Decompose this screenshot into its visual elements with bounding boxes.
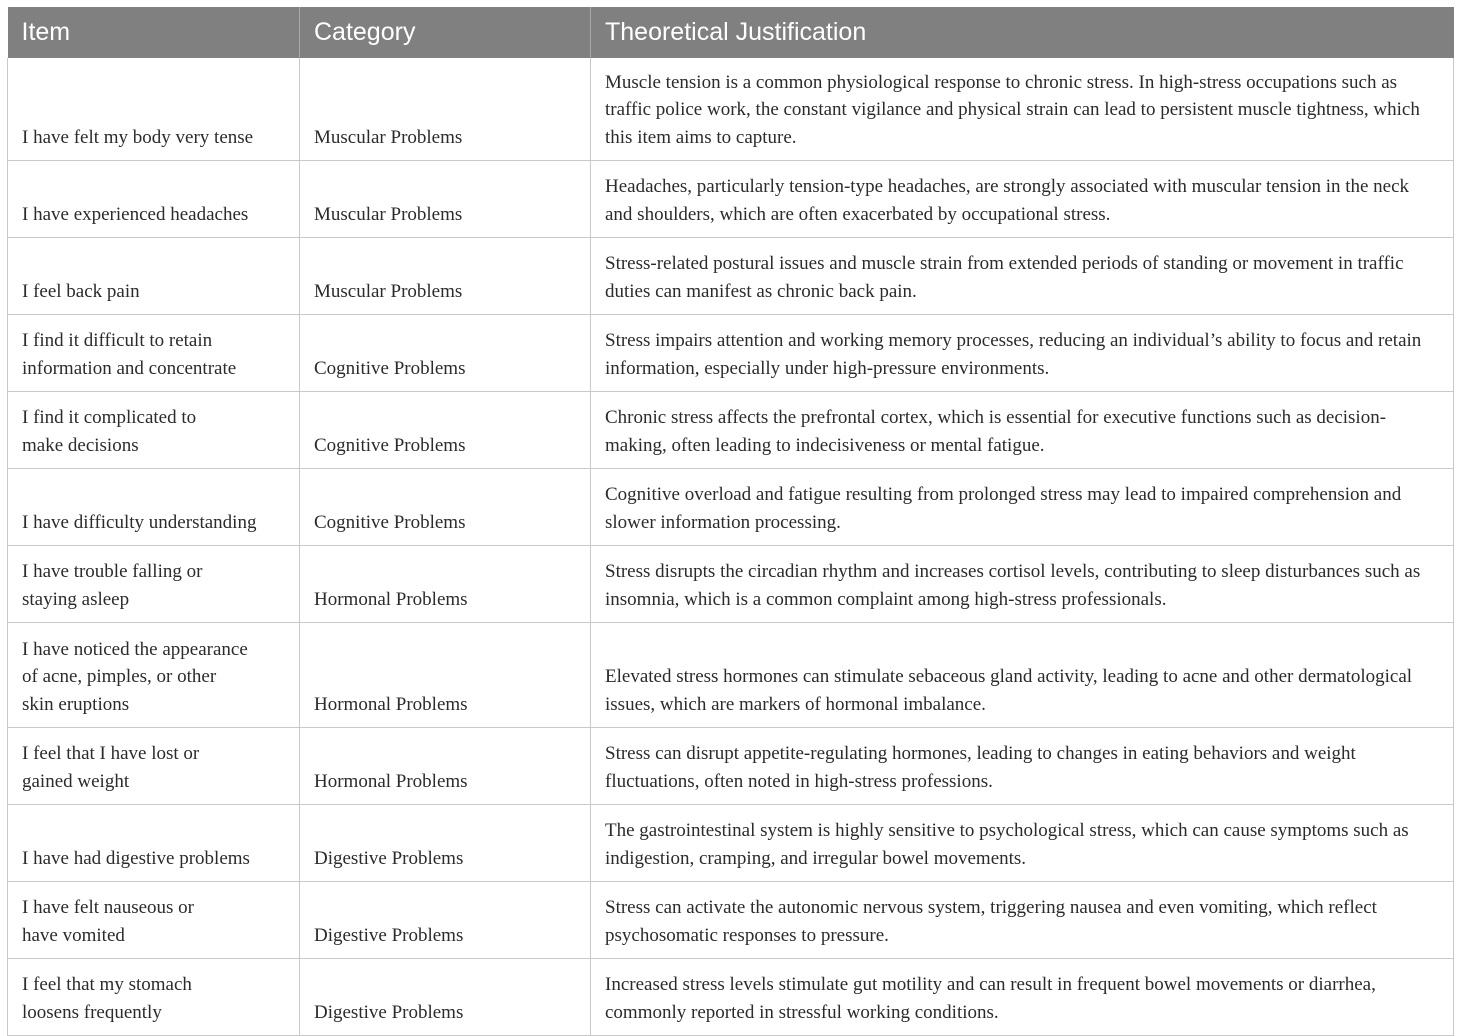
category-cell: Digestive Problems	[300, 882, 591, 959]
item-cell: I feel that I have lost or gained weight	[8, 728, 300, 805]
item-cell: I have felt nauseous or have vomited	[8, 882, 300, 959]
category-cell: Cognitive Problems	[300, 392, 591, 469]
table-row	[8, 315, 1454, 392]
item-cell: I feel that my stomach loosens frequently	[8, 959, 300, 1036]
category-cell: Cognitive Problems	[300, 315, 591, 392]
justification-cell: Headaches, particularly tension-type headaches, are strongly associated with muscular tension in the neck and shoulders, which are often exacerbated by occupational stress.	[591, 161, 1454, 238]
item-cell: I have trouble falling or staying asleep	[8, 546, 300, 623]
table-header	[8, 7, 1454, 58]
header-justification: Theoretical Justification	[591, 7, 1454, 58]
category-cell: Muscular Problems	[300, 161, 591, 238]
table-row	[8, 58, 1454, 161]
header-category: Category	[300, 7, 591, 58]
table-row	[8, 392, 1454, 469]
category-cell: Muscular Problems	[300, 238, 591, 315]
justification-cell: Stress can disrupt appetite-regulating hormones, leading to changes in eating behaviors and weight fluctuations, often noted in high-stress professions.	[591, 728, 1454, 805]
item-cell: I have difficulty understanding	[8, 469, 300, 546]
table-row	[8, 805, 1454, 882]
header-row	[8, 7, 1454, 58]
header-item: Item	[8, 7, 300, 58]
table-row	[8, 959, 1454, 1036]
table-row	[8, 546, 1454, 623]
category-cell: Hormonal Problems	[300, 728, 591, 805]
category-cell: Hormonal Problems	[300, 546, 591, 623]
justification-cell: The gastrointestinal system is highly sensitive to psychological stress, which can cause symptoms such as indigestion, cramping, and irregular bowel movements.	[591, 805, 1454, 882]
item-cell: I have experienced headaches	[8, 161, 300, 238]
justification-cell: Muscle tension is a common physiological response to chronic stress. In high-stress occupations such as traffic police work, the constant vigilance and physical strain can lead to persistent muscle tightness, which this item aims to capture.	[591, 58, 1454, 161]
justification-cell: Cognitive overload and fatigue resulting from prolonged stress may lead to impaired comprehension and slower information processing.	[591, 469, 1454, 546]
table-row	[8, 469, 1454, 546]
table-row	[8, 882, 1454, 959]
stress-items-table	[7, 7, 1454, 1036]
category-cell: Hormonal Problems	[300, 623, 591, 728]
item-cell: I have felt my body very tense	[8, 58, 300, 161]
item-cell: I find it complicated to make decisions	[8, 392, 300, 469]
justification-cell: Increased stress levels stimulate gut motility and can result in frequent bowel movements or diarrhea, commonly reported in stressful working conditions.	[591, 959, 1454, 1036]
justification-cell: Stress disrupts the circadian rhythm and increases cortisol levels, contributing to sleep disturbances such as insomnia, which is a common complaint among high-stress professionals.	[591, 546, 1454, 623]
table-row	[8, 623, 1454, 728]
category-cell: Digestive Problems	[300, 805, 591, 882]
category-cell: Muscular Problems	[300, 58, 591, 161]
category-cell: Digestive Problems	[300, 959, 591, 1036]
item-cell: I feel back pain	[8, 238, 300, 315]
justification-cell: Stress-related postural issues and muscle strain from extended periods of standing or movement in traffic duties can manifest as chronic back pain.	[591, 238, 1454, 315]
category-cell: Cognitive Problems	[300, 469, 591, 546]
justification-cell: Elevated stress hormones can stimulate sebaceous gland activity, leading to acne and other dermatological issues, which are markers of hormonal imbalance.	[591, 623, 1454, 728]
table-container	[7, 7, 1453, 1036]
item-cell: I have had digestive problems	[8, 805, 300, 882]
justification-cell: Stress impairs attention and working memory processes, reducing an individual’s ability to focus and retain information, especially under high-pressure environments.	[591, 315, 1454, 392]
table-row	[8, 161, 1454, 238]
table-body	[8, 58, 1454, 1036]
table-row	[8, 728, 1454, 805]
table-row	[8, 238, 1454, 315]
justification-cell: Stress can activate the autonomic nervous system, triggering nausea and even vomiting, which reflect psychosomatic responses to pressure.	[591, 882, 1454, 959]
item-cell: I find it difficult to retain information and concentrate	[8, 315, 300, 392]
justification-cell: Chronic stress affects the prefrontal cortex, which is essential for executive functions such as decision-making, often leading to indecisiveness or mental fatigue.	[591, 392, 1454, 469]
item-cell: I have noticed the appearance of acne, pimples, or other skin eruptions	[8, 623, 300, 728]
